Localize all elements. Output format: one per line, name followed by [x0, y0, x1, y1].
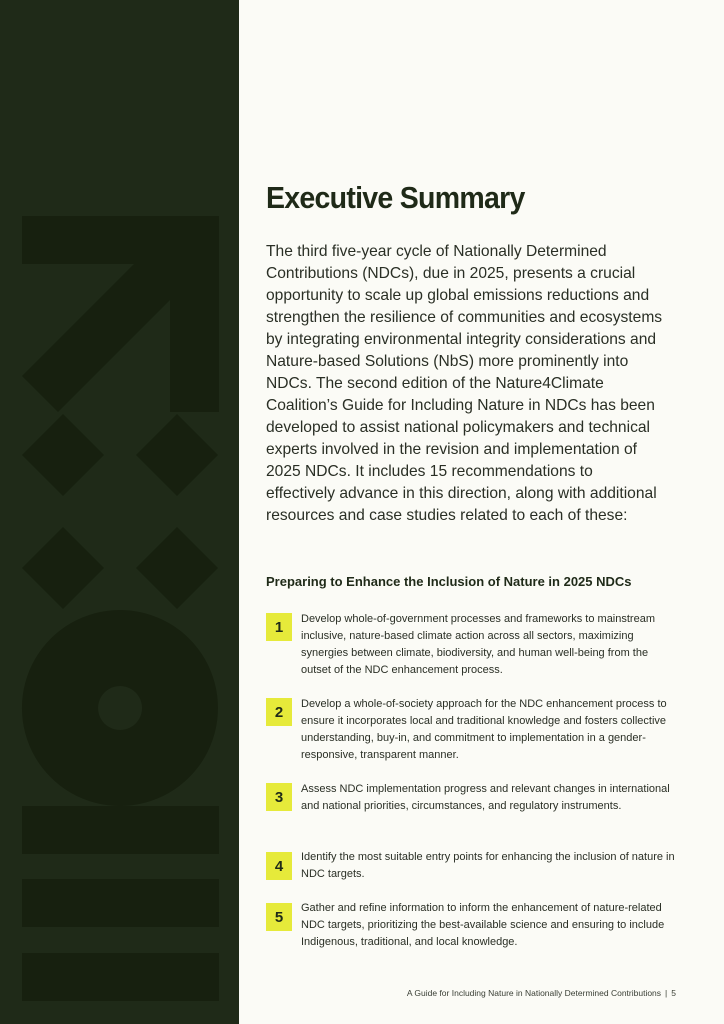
recommendation-number: 5: [266, 903, 292, 931]
recommendation-text: Assess NDC implementation progress and relevant changes in international and national priorities, circumstances, and regulatory instruments.: [301, 783, 670, 812]
recommendation-number: 3: [266, 783, 292, 811]
intro-paragraph: The third five-year cycle of Nationally Determined Contributions (NDCs), due in 2025, presents a crucial opportunity to scale up global emissions reductions and strengthen the resilience of communities and ecosystems by integrating environmental integrity considerations and Nature-based Solutions (NbS) more prominently into NDCs. The second edition of the Nature4Climate Coalition’s Guide for Including Nature in NDCs has been developed to assist national policymakers and technical experts involved in the revision and implementation of 2025 NDCs. It includes 15 recommendations to effectively advance in this direction, along with additional resources and case studies related to each of these:: [266, 243, 663, 524]
section-title: Preparing to Enhance the Inclusion of Nature in 2025 NDCs: [266, 574, 632, 589]
recommendation-number: 1: [266, 613, 292, 641]
recommendation-text: Develop a whole-of-society approach for the NDC enhancement process to ensure it incorporates local and traditional knowledge and fosters collective understanding, buy-in, and commitment to implementation in a gender-responsive, transparent manner.: [301, 698, 667, 761]
decorative-sidebar: [0, 0, 239, 1024]
recommendation-text: Develop whole-of-government processes and frameworks to mainstream inclusive, nature-based climate action across all sectors, maximizing synergies between climate, biodiversity, and human well-being from the outset of the NDC enhancement process.: [301, 613, 655, 676]
n4c-logo-pattern-icon: [0, 0, 239, 1024]
recommendation-text: Gather and refine information to inform the enhancement of nature-related NDC targets, prioritizing the best-available science and ensuring to include Indigenous, traditional, and local knowledge.: [301, 902, 665, 948]
footer-separator: |: [665, 988, 668, 998]
recommendation-text: Identify the most suitable entry points for enhancing the inclusion of nature in NDC targets.: [301, 851, 675, 880]
footer-guide-title: A Guide for Including Nature in Nationally Determined Contributions: [406, 988, 662, 998]
page-number: 5: [671, 988, 676, 998]
page-title: Executive Summary: [266, 180, 525, 215]
recommendation-number: 4: [266, 852, 292, 880]
recommendation-number: 2: [266, 698, 292, 726]
page-footer: [407, 988, 676, 998]
